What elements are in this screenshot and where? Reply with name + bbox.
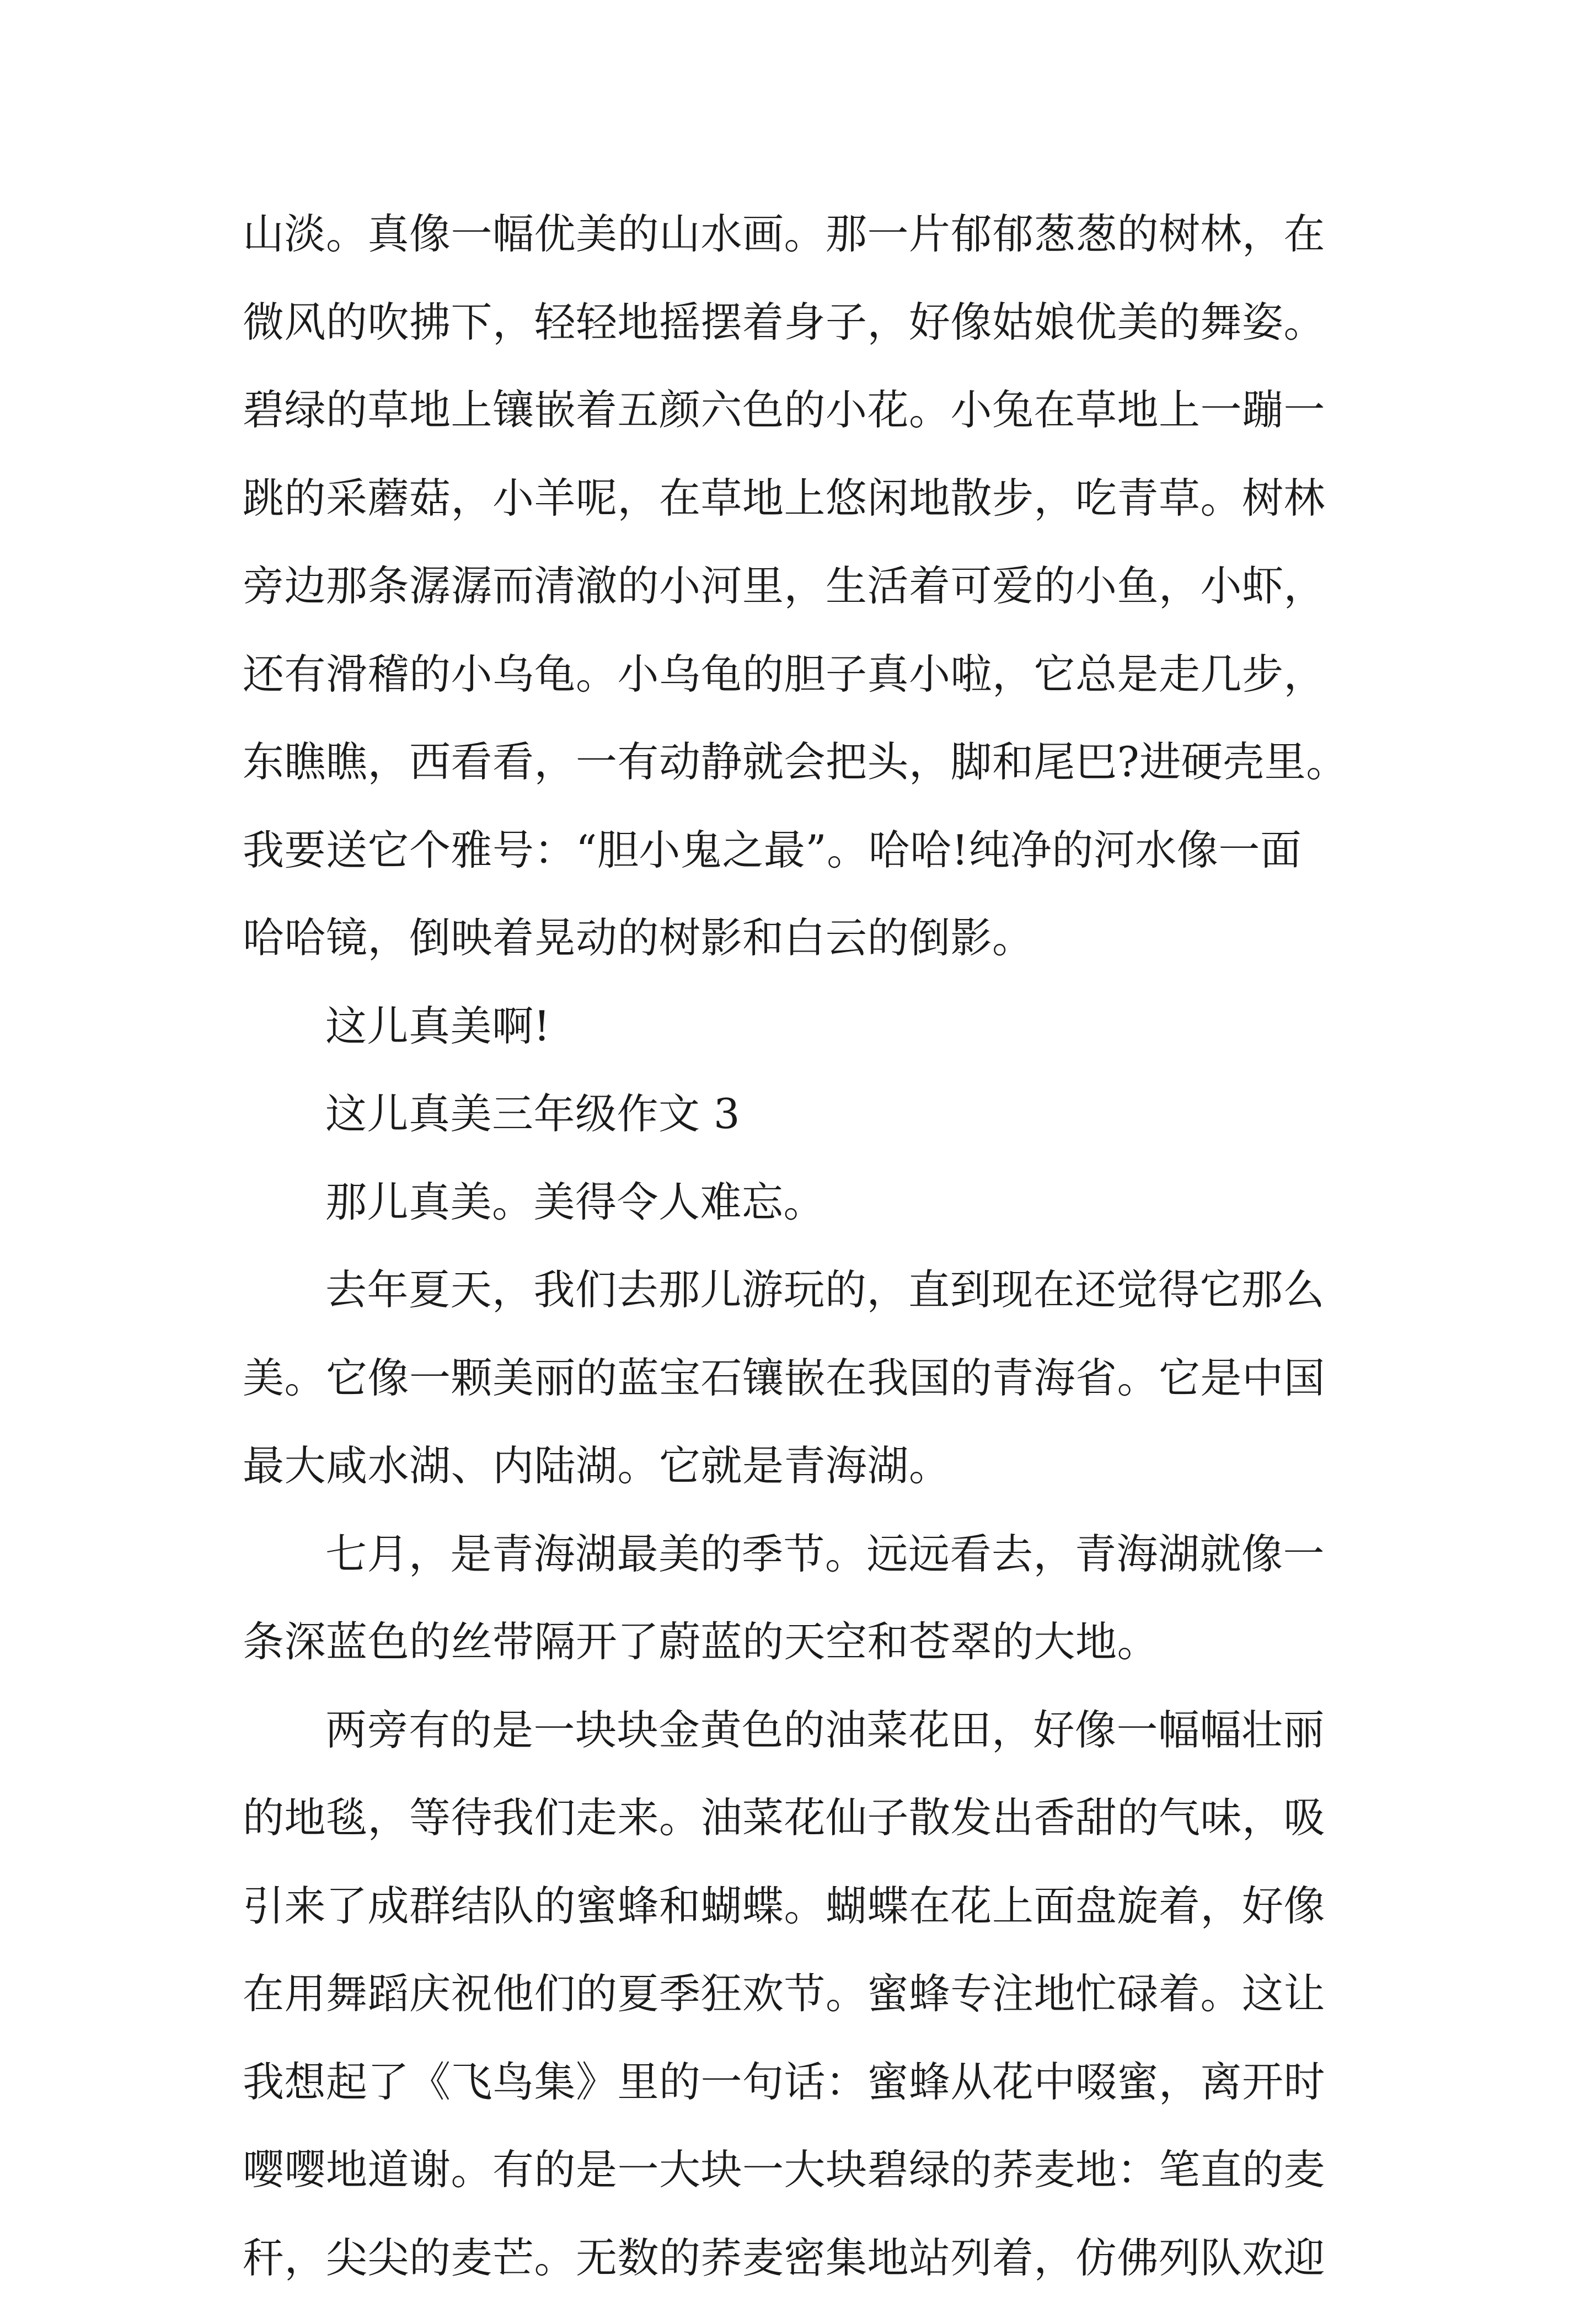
text-line: 在用舞蹈庆祝他们的夏季狂欢节。蜜蜂专注地忙碌着。这让: [243, 1950, 1401, 2038]
text-line: 条深蓝色的丝带隔开了蔚蓝的天空和苍翠的大地。: [243, 1598, 1401, 1686]
text-line: 我想起了《飞鸟集》里的一句话：蜜蜂从花中啜蜜，离开时: [243, 2038, 1401, 2127]
text-line: 东瞧瞧，西看看，一有动静就会把头，脚和尾巴?进硬壳里。: [243, 718, 1401, 806]
text-line: 引来了成群结队的蜜蜂和蝴蝶。蝴蝶在花上面盘旋着，好像: [243, 1862, 1401, 1951]
text-line: 碧绿的草地上镶嵌着五颜六色的小花。小兔在草地上一蹦一: [243, 366, 1401, 455]
text-line: 嘤嘤地道谢。有的是一大块一大块碧绿的荞麦地：笔直的麦: [243, 2126, 1401, 2214]
text-line: 秆，尖尖的麦芒。无数的荞麦密集地站列着，仿佛列队欢迎: [243, 2214, 1401, 2302]
text-line: 山淡。真像一幅优美的山水画。那一片郁郁葱葱的树林，在: [243, 190, 1401, 279]
text-line: 美。它像一颗美丽的蓝宝石镶嵌在我国的青海省。它是中国: [243, 1334, 1401, 1423]
text-line: 最大咸水湖、内陆湖。它就是青海湖。: [243, 1422, 1401, 1510]
document-body: [243, 190, 1401, 2302]
text-line: 两旁有的是一块块金黄色的油菜花田，好像一幅幅壮丽: [243, 1686, 1401, 1775]
text-line: 哈哈镜，倒映着晃动的树影和白云的倒影。: [243, 894, 1401, 982]
text-line: 那儿真美。美得令人难忘。: [243, 1158, 1401, 1247]
text-line: 跳的采蘑菇，小羊呢，在草地上悠闲地散步，吃青草。树林: [243, 455, 1401, 543]
text-line: 七月，是青海湖最美的季节。远远看去，青海湖就像一: [243, 1510, 1401, 1599]
text-line: 微风的吹拂下，轻轻地摇摆着身子，好像姑娘优美的舞姿。: [243, 279, 1401, 367]
text-line: 去年夏天，我们去那儿游玩的，直到现在还觉得它那么: [243, 1246, 1401, 1334]
text-line: 旁边那条潺潺而清澈的小河里，生活着可爱的小鱼，小虾，: [243, 542, 1401, 631]
text-line: 的地毯，等待我们走来。油菜花仙子散发出香甜的气味，吸: [243, 1774, 1401, 1862]
text-line: 这儿真美三年级作文 3: [243, 1070, 1401, 1158]
text-line: 还有滑稽的小乌龟。小乌龟的胆子真小啦，它总是走几步，: [243, 631, 1401, 719]
text-line: 我要送它个雅号：“胆小鬼之最”。哈哈!纯净的河水像一面: [243, 806, 1401, 895]
text-line: 这儿真美啊!: [243, 982, 1401, 1071]
